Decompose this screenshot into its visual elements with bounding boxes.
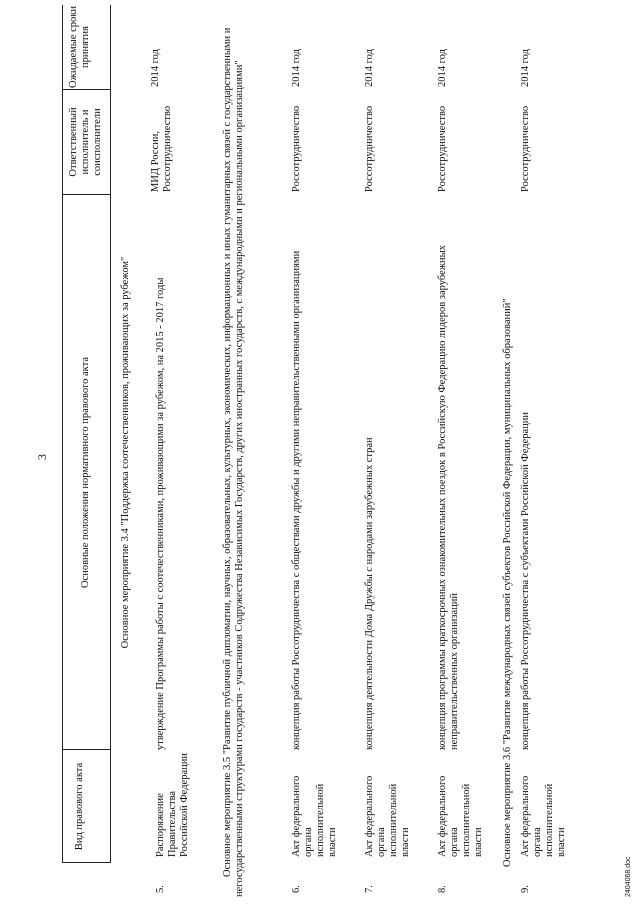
page-number: 3 <box>35 454 49 460</box>
header-bottom-border <box>110 5 111 863</box>
row-7-kind: Акт федерального органа исполнительной власти <box>364 775 411 857</box>
header-divider-3 <box>62 89 110 90</box>
row-8-content: концепция программы краткосрочных ознакомительных поездок в Российскую Федерацию лидеров зарубежных неправительственных организаций <box>437 245 460 750</box>
row-8-deadline: 2014 год <box>437 49 448 87</box>
header-responsible: Ответственный исполнитель и соисполнители <box>68 107 103 177</box>
row-5-number: 5. <box>155 885 166 893</box>
row-8-number: 8. <box>437 885 448 893</box>
row-5-content: утверждение Программы работы с соотечественниками, проживающими за рубежом, на 2015 - 2017 годы <box>155 277 166 750</box>
row-9-deadline: 2014 год <box>520 49 531 87</box>
header-divider-left <box>62 862 110 863</box>
row-6-responsible: Россотрудничество <box>291 105 302 192</box>
row-7-responsible: Россотрудничество <box>364 105 375 192</box>
header-deadline: Ожидаемые сроки принятия <box>68 6 91 88</box>
row-6-number: 6. <box>291 885 302 893</box>
row-6-deadline: 2014 год <box>291 49 302 87</box>
section-heading-3-6: Основное мероприятие 3.6 "Развитие международных связей субъектов Российской Федерации, муниципальных образований" <box>502 298 513 867</box>
row-9-content: концепция работы Россотрудничества с субъектами Российской Федерации <box>520 411 531 750</box>
row-7-deadline: 2014 год <box>364 49 375 87</box>
row-5-deadline: 2014 год <box>150 49 161 87</box>
row-8-responsible: Россотрудничество <box>437 105 448 192</box>
header-kind: Вид правового акта <box>74 762 85 851</box>
table-top-border <box>62 5 63 863</box>
row-6-kind: Акт федерального органа исполнительной власти <box>291 775 338 857</box>
document-filename: 2404068.doc <box>625 856 632 897</box>
row-9-kind: Акт федерального органа исполнительной власти <box>520 775 567 857</box>
row-5-responsible: МИД России, Россотрудничество <box>150 105 173 192</box>
row-8-kind: Акт федерального органа исполнительной власти <box>437 775 484 857</box>
row-9-number: 9. <box>520 885 531 893</box>
row-6-content: концепция работы Россотрудничества с обществами дружбы и другими неправительственными организациями <box>291 250 302 750</box>
row-7-content: концепция деятельности Дома Дружбы с народами зарубежных стран <box>364 437 375 750</box>
header-content: Основные положения нормативного правового акта <box>80 356 91 589</box>
row-5-kind: Распоряжение Правительства Российской Федерации <box>155 753 190 857</box>
row-7-number: 7. <box>364 885 375 893</box>
row-9-responsible: Россотрудничество <box>520 105 531 192</box>
section-heading-3-4: Основное мероприятие 3.4 "Поддержка соотечественников, проживающих за рубежом" <box>120 256 131 649</box>
section-heading-3-5: Основное мероприятие 3.5 "Развитие публичной дипломатии, научных, образовательных, культурных, экономических, информационных и иных гуманитарных связей с государственными и негосударственными структурами государств - участников Содружества Независимых Государств, других иностранных государств, с международными и региональными организациями" <box>222 27 245 897</box>
